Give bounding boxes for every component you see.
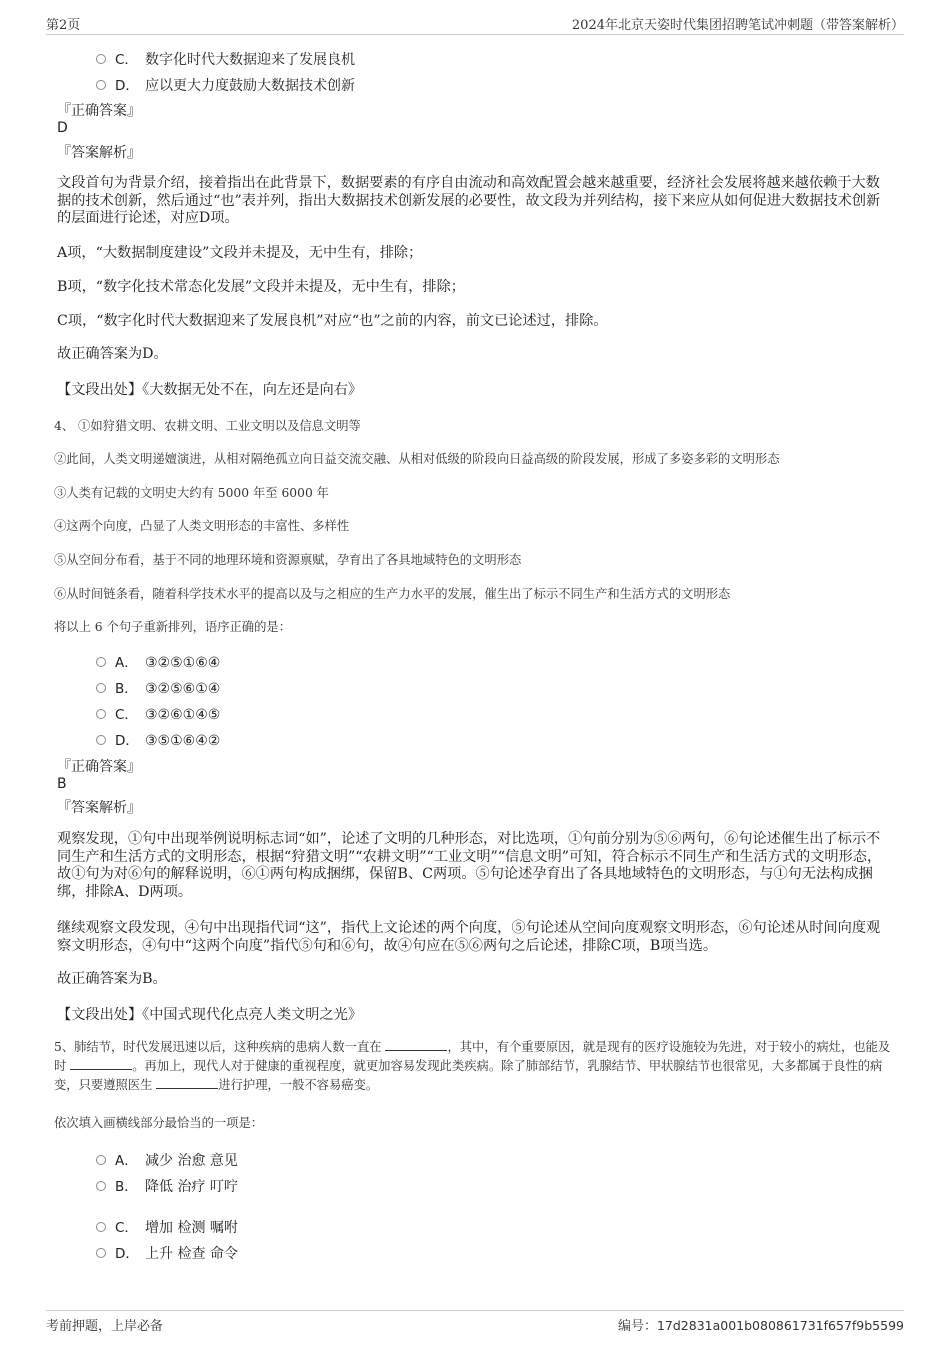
fill-blank xyxy=(70,1057,132,1070)
q3-analysis-para: 故正确答案为D。 xyxy=(57,346,168,362)
page-header xyxy=(46,14,904,35)
q4-option-a[interactable]: A． ③②⑤①⑥④ xyxy=(96,651,220,671)
q4-analysis-label: 『答案解析』 xyxy=(57,800,141,816)
document-title: 2024年北京天姿时代集团招聘笔试冲刺题（带答案解析） xyxy=(571,18,904,33)
radio-icon[interactable] xyxy=(96,683,106,693)
q3-analysis-para: C项，“数字化时代大数据迎来了发展良机”对应“也”之前的内容，前文已论述过，排除。 xyxy=(57,313,608,329)
page-number: 第2页 xyxy=(46,18,81,33)
radio-icon[interactable] xyxy=(96,735,106,745)
q4-sentence: 4、 ①如狩猎文明、农耕文明、工业文明以及信息文明等 xyxy=(54,419,361,433)
q5-prompt: 依次填入画横线部分最恰当的一项是： xyxy=(54,1116,264,1130)
radio-icon[interactable] xyxy=(96,80,106,90)
q3-option-d[interactable]: D． 应以更大力度鼓励大数据技术创新 xyxy=(96,74,355,94)
q4-prompt: 将以上 6 个句子重新排列，语序正确的是： xyxy=(54,620,291,634)
radio-icon[interactable] xyxy=(96,54,106,64)
q4-sentence: ⑤从空间分布看，基于不同的地理环境和资源禀赋，孕育出了各具地域特色的文明形态 xyxy=(54,553,522,567)
footer-slogan: 考前押题，上岸必备 xyxy=(46,1319,164,1334)
q4-sentence: ②此间，人类文明递嬗演进，从相对隔绝孤立向日益交流交融、从相对低级的阶段向日益高级的阶段发展，形成了多姿多彩的文明形态 xyxy=(54,452,780,466)
q4-analysis-para: 观察发现，①句中出现举例说明标志词“如”，论述了文明的几种形态，对比选项，①句前分别为⑤⑥两句，⑥句论述催生出了标示不同生产和生活方式的文明形态，根据“狩猎文明”“农耕文明”“工业文明”“信息文明”可知，符合标示不同生产和生活方式的文明形态，故①句为对⑥句的解释说明，⑥①两句构成捆绑，保留B、C两项。⑤句论述孕育出了各具地域特色的文明形态，与①句无法构成捆绑，排除A、D两项。 xyxy=(57,831,882,900)
q5-option-a[interactable]: A． 减少 治愈 意见 xyxy=(96,1149,238,1169)
q4-answer: B xyxy=(57,776,67,792)
q4-option-d[interactable]: D． ③⑤①⑥④② xyxy=(96,729,220,749)
document-code: 编号：17d2831a001b080861731f657f9b5599 xyxy=(617,1318,904,1334)
q4-sentence: ③人类有记载的文明史大约有 5000 年至 6000 年 xyxy=(54,486,329,500)
q3-analysis-para: 文段首句为背景介绍，接着指出在此背景下，数据要素的有序自由流动和高效配置会越来越重要，经济社会发展将越来越依赖于大数据的技术创新，然后通过“也”表并列，指出大数据技术创新发展的必要性，故文段为并列结构，接下来应从如何促进大数据技术创新的层面进行论述，对应D项。 xyxy=(57,175,881,226)
q3-correct-answer-label: 『正确答案』 xyxy=(57,103,141,119)
q4-option-c[interactable]: C． ③②⑥①④⑤ xyxy=(96,703,220,723)
q4-option-b[interactable]: B． ③②⑤⑥①④ xyxy=(96,677,220,697)
fill-blank xyxy=(385,1038,447,1051)
q5-option-c[interactable]: C． 增加 检测 嘱咐 xyxy=(96,1216,238,1236)
q3-analysis-para: B项，“数字化技术常态化发展”文段并未提及，无中生有，排除； xyxy=(57,279,465,295)
q5-option-b[interactable]: B． 降低 治疗 叮咛 xyxy=(96,1175,238,1195)
q3-analysis-para: A项，“大数据制度建设”文段并未提及，无中生有，排除； xyxy=(57,245,423,261)
radio-icon[interactable] xyxy=(96,657,106,667)
q4-analysis-para: 继续观察文段发现，④句中出现指代词“这”，指代上文论述的两个向度，⑤句论述从空间向度观察文明形态，⑥句论述从时间向度观察文明形态，④句中“这两个向度”指代⑤句和⑥句，故④句应在⑤⑥两句之后论述，排除C项，B项当选。 xyxy=(57,920,881,954)
q5-stem: 5、肺结节，时代发展迅速以后，这种疾病的患病人数一直在 ，其中，有个重要原因，就是现有的医疗设施较为先进，对于较小的病灶，也能及时 。再加上，现代人对于健康的重视程度，就更加容易发现此类疾病。除了肺部结节，乳腺结节、甲状腺结节也很常见，大多都属于良性的病变，只要遵照医生 进行护理，一般不容易癌变。 xyxy=(54,1040,891,1092)
q5-option-d[interactable]: D． 上升 检查 命令 xyxy=(96,1242,238,1262)
q3-option-c[interactable]: C． 数字化时代大数据迎来了发展良机 xyxy=(96,48,355,68)
q4-correct-answer-label: 『正确答案』 xyxy=(57,759,141,775)
fill-blank xyxy=(156,1076,218,1089)
q3-source: 【文段出处】《大数据无处不在，向左还是向右》 xyxy=(57,382,363,398)
q3-analysis-label: 『答案解析』 xyxy=(57,145,141,161)
q4-sentence: ⑥从时间链条看，随着科学技术水平的提高以及与之相应的生产力水平的发展，催生出了标示不同生产和生活方式的文明形态 xyxy=(54,587,731,601)
page-footer xyxy=(46,1310,904,1335)
q4-sentence: ④这两个向度，凸显了人类文明形态的丰富性、多样性 xyxy=(54,519,350,533)
radio-icon[interactable] xyxy=(96,1155,106,1165)
q4-source: 【文段出处】《中国式现代化点亮人类文明之光》 xyxy=(57,1007,363,1023)
radio-icon[interactable] xyxy=(96,1248,106,1258)
radio-icon[interactable] xyxy=(96,1222,106,1232)
radio-icon[interactable] xyxy=(96,709,106,719)
radio-icon[interactable] xyxy=(96,1181,106,1191)
q3-answer: D xyxy=(57,120,68,136)
q4-analysis-para: 故正确答案为B。 xyxy=(57,971,167,987)
